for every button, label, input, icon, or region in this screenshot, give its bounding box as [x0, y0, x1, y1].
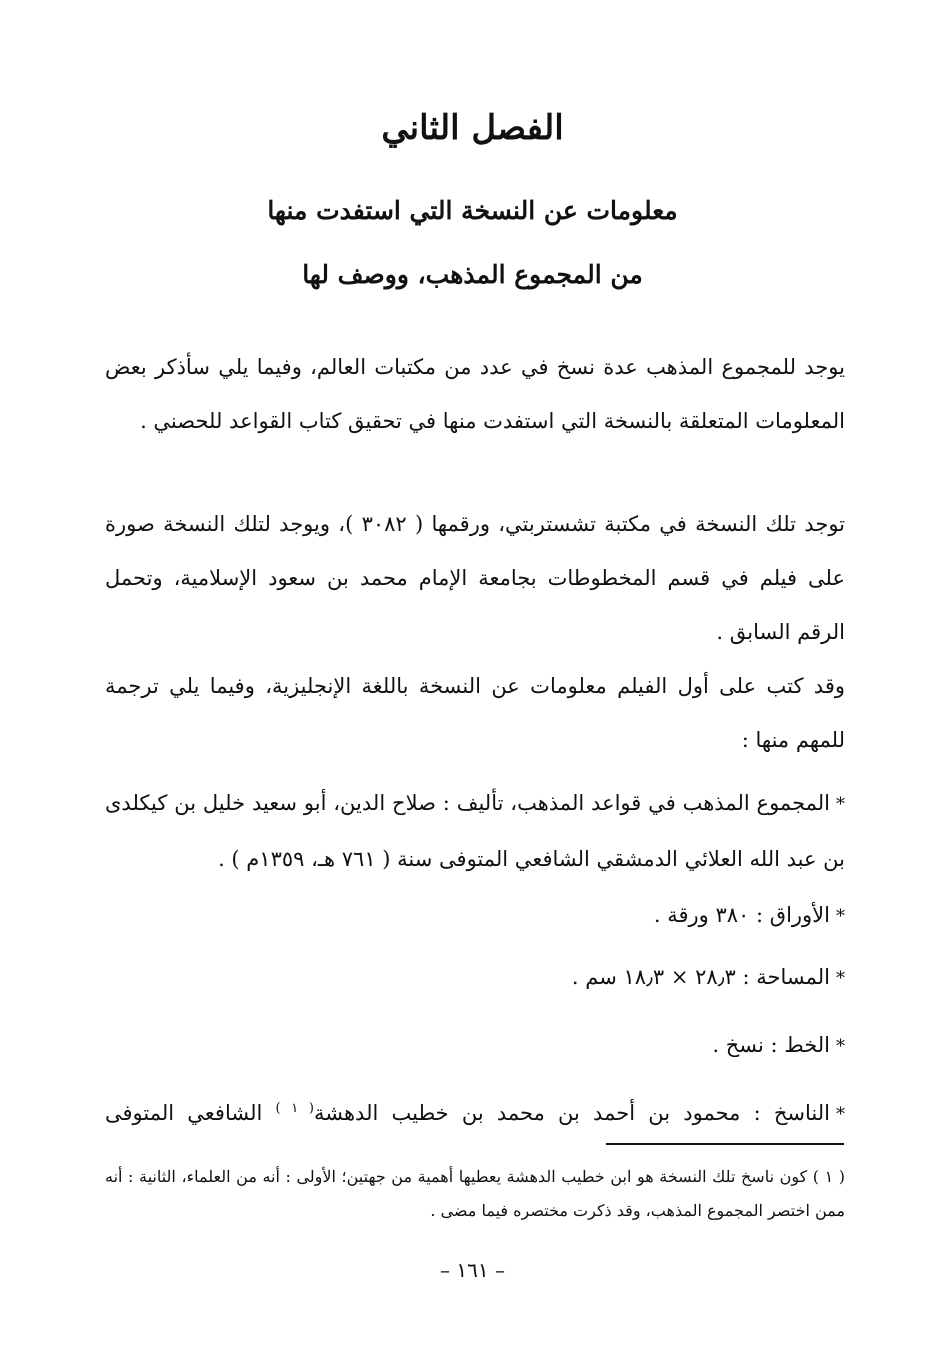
asterisk-marker: * [836, 906, 845, 927]
asterisk-marker: * [836, 1036, 845, 1057]
footnote-divider [606, 1143, 844, 1145]
footnote-reference: ( ١ ) [275, 1101, 314, 1116]
asterisk-marker: * [835, 1104, 845, 1125]
bullet-script-text: الخط : نسخ . [712, 1033, 830, 1057]
section-subtitle-line-1: معلومات عن النسخة التي استفدت منها [267, 196, 678, 225]
asterisk-marker: * [836, 794, 845, 815]
bullet-script [105, 1018, 845, 1074]
bullet-folios-text: الأوراق : ٣٨٠ ورقة . [653, 903, 830, 927]
paragraph-intro: يوجد للمجموع المذهب عدة نسخ في عدد من مكتبات العالم، وفيما يلي سأذكر بعض المعلومات المتعلقة بالنسخة التي استفدت منها في تحقيق كتاب القواعد للحصني . [105, 355, 845, 433]
paragraph-film-info: وقد كتب على أول الفيلم معلومات عن النسخة باللغة الإنجليزية، وفيما يلي ترجمة للمهم منها : [105, 674, 845, 752]
bullet-title-text: المجموع المذهب في قواعد المذهب، تأليف : صلاح الدين، أبو سعيد خليل بن كيكلدى بن عبد الله العلائي الدمشقي الشافعي المتوفى سنة ( ٧٦١ هـ، ١٣٥٩م ) . [105, 791, 845, 871]
bullet-copyist-text: الناسخ : محمود بن أحمد بن محمد بن خطيب الدهشة [313, 1101, 830, 1125]
bullet-copyist-text-end: الشافعي المتوفى [105, 1101, 276, 1125]
chapter-title: الفصل الثاني [381, 108, 564, 148]
bullet-folios [105, 888, 845, 944]
asterisk-marker: * [836, 968, 845, 989]
paragraph-location: توجد تلك النسخة في مكتبة تشستربتي، ورقمها ( ٣٠٨٢ )، ويوجد لتلك النسخة صورة على فيلم في قسم المخطوطات بجامعة الإمام محمد بن سعود الإسلامية، وتحمل الرقم السابق . [105, 512, 846, 644]
page-number: – ١٦١ – [440, 1258, 505, 1282]
bullet-dimensions-text: المساحة : ٢٨٫٣ × ١٨٫٣ سم . [571, 965, 830, 989]
section-subtitle-line-2: من المجموع المذهب، ووصف لها [302, 260, 643, 289]
footnote-text: ( ١ ) كون ناسخ تلك النسخة هو ابن خطيب الدهشة يعطيها أهمية من جهتين؛ الأولى : أنه من العلماء، الثانية : أنه ممن اختصر المجموع المذهب، وقد ذكرت مختصره فيما مضى . [105, 1167, 845, 1220]
bullet-dimensions [105, 950, 845, 1006]
bullet-title-entry [105, 776, 845, 886]
bullet-copyist [105, 1082, 845, 1142]
